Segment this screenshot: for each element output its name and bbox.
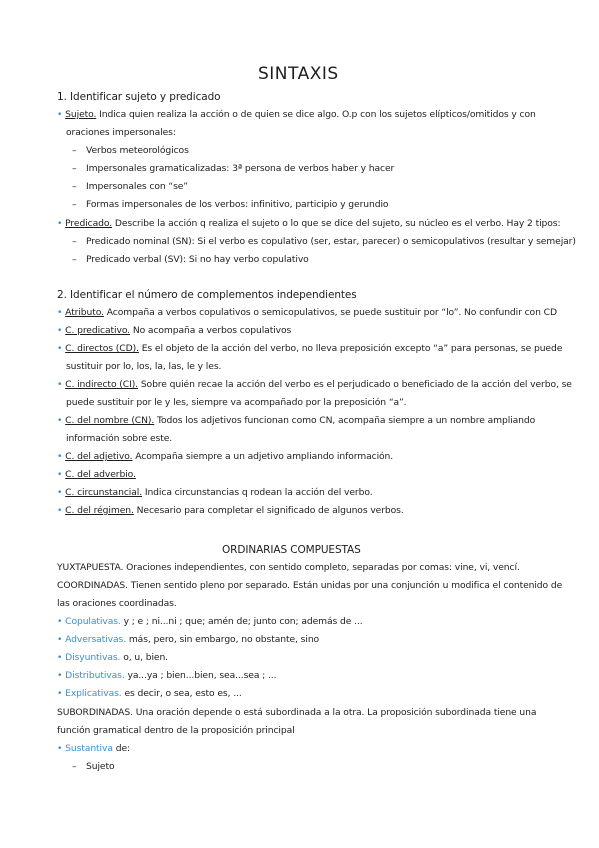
yuxtapuesta-line: YUXTAPUESTA. Oraciones independientes, con sentido completo, separadas por comas: vine, vi, vencí. bbox=[57, 562, 520, 573]
coordinada-type-term: Copulativas. bbox=[65, 616, 121, 627]
bullet: • bbox=[57, 469, 66, 480]
bullet: • bbox=[57, 688, 66, 699]
sustantiva-item: – Sujeto bbox=[72, 761, 115, 772]
bullet: • bbox=[57, 307, 66, 318]
sujeto-line-2: oraciones impersonales: bbox=[66, 127, 176, 138]
coordinada-type-term: Disyuntivas. bbox=[65, 652, 121, 663]
complement-term: C. directos (CD). bbox=[65, 343, 139, 354]
sujeto-term: Sujeto. bbox=[65, 109, 97, 120]
sujeto-desc: Indica quien realiza la acción o de quien se dice algo. O.p con los sujetos elípticos/omitidos y con bbox=[96, 109, 536, 120]
complement-entry-continued: información sobre este. bbox=[66, 433, 173, 444]
bullet: • bbox=[57, 343, 66, 354]
coordinada-type: • Explicativas. es decir, o sea, esto es, ... bbox=[57, 688, 242, 699]
complement-entry: • C. del régimen. Necesario para completar el significado de algunos verbos. bbox=[57, 505, 404, 516]
bullet: • bbox=[57, 652, 66, 663]
predicado-term: Predicado. bbox=[65, 218, 113, 229]
complement-entry: • Atributo. Acompaña a verbos copulativos o semicopulativos, se puede sustituir por “lo”. No confundir con CD bbox=[57, 307, 557, 318]
coordinada-type-term: Adversativas. bbox=[65, 634, 127, 645]
complement-entry-continued: sustituir por lo, los, la, las, le y les. bbox=[66, 361, 222, 372]
bullet: • bbox=[57, 451, 66, 462]
complement-term: C. del adverbio. bbox=[65, 469, 136, 480]
predicado-desc: Describe la acción q realiza el sujeto o lo que se dice del sujeto, su núcleo es el verbo. Hay 2 tipos: bbox=[112, 218, 561, 229]
complement-term: C. del adjetivo. bbox=[65, 451, 133, 462]
yuxtapuesta-term: YUXTAPUESTA. bbox=[57, 562, 124, 573]
subordinadas-line-2: función gramatical dentro de la proposición principal bbox=[57, 725, 295, 736]
complement-entry bbox=[57, 468, 136, 482]
subordinadas-term: SUBORDINADAS. bbox=[57, 707, 133, 718]
complement-entry: • C. del nombre (CN). Todos los adjetivos funcionan como CN, acompaña siempre a un nombre ampliando bbox=[57, 415, 536, 426]
coordinada-type: • Copulativas. y ; e ; ni...ni ; que; amén de; junto con; además de ... bbox=[57, 616, 363, 627]
bullet: • bbox=[57, 743, 63, 754]
bullet: • bbox=[57, 325, 66, 336]
section-1-heading: 1. Identificar sujeto y predicado bbox=[57, 91, 221, 103]
bullet: • bbox=[57, 634, 66, 645]
complement-term: Atributo. bbox=[65, 307, 104, 318]
sustantiva-term: Sustantiva bbox=[65, 743, 113, 754]
complement-entry: • C. indirecto (CI). Sobre quién recae la acción del verbo es el perjudicado o beneficiado de la acción del verbo, se bbox=[57, 379, 572, 390]
page-title: SINTAXIS bbox=[258, 64, 339, 84]
predicado-line-1 bbox=[57, 217, 560, 231]
sujeto-item: – Impersonales con “se” bbox=[72, 181, 188, 192]
coordinadas-term: COORDINADAS. bbox=[57, 580, 128, 591]
coordinada-type-term: Distributivas. bbox=[65, 670, 125, 681]
sujeto-item: – Impersonales gramaticalizadas: 3ª persona de verbos haber y hacer bbox=[72, 163, 395, 174]
complement-entry-continued: puede sustituir por le y les, siempre va acompañado por la preposición “a”. bbox=[66, 397, 407, 408]
predicado-item: – Predicado verbal (SV): Si no hay verbo copulativo bbox=[72, 254, 309, 265]
complement-term: C. del nombre (CN). bbox=[65, 415, 155, 426]
bullet: • bbox=[57, 670, 66, 681]
coordinada-type: • Distributivas. ya...ya ; bien...bien, sea...sea ; ... bbox=[57, 670, 277, 681]
section-2-heading: 2. Identificar el número de complementos independientes bbox=[57, 289, 357, 301]
complement-entry: • C. directos (CD). Es el objeto de la acción del verbo, no lleva preposición excepto “a” para personas, se puede bbox=[57, 343, 563, 354]
coordinada-type: • Disyuntivas. o, u, bien. bbox=[57, 652, 169, 663]
complement-entry: • C. predicativo. No acompaña a verbos copulativos bbox=[57, 325, 292, 336]
bullet: • bbox=[57, 415, 66, 426]
coordinada-type-term: Explicativas. bbox=[65, 688, 122, 699]
bullet: • bbox=[57, 505, 66, 516]
sujeto-item: – Formas impersonales de los verbos: infinitivo, participio y gerundio bbox=[72, 199, 389, 210]
complement-entry: • C. circunstancial. Indica circunstancias q rodean la acción del verbo. bbox=[57, 487, 373, 498]
complement-term: C. circunstancial. bbox=[65, 487, 143, 498]
coordinadas-line-2: las oraciones coordinadas. bbox=[57, 598, 177, 609]
predicado-item: – Predicado nominal (SN): Si el verbo es copulativo (ser, estar, parecer) o semicopulativos (resultar y semejar) bbox=[72, 236, 576, 247]
subordinadas-line-1: SUBORDINADAS. Una oración depende o está subordinada a la otra. La proposición subordinada tiene una bbox=[57, 707, 537, 718]
section-3-heading: ORDINARIAS COMPUESTAS bbox=[222, 544, 361, 556]
bullet: • bbox=[57, 487, 66, 498]
complement-term: C. del régimen. bbox=[65, 505, 134, 516]
bullet: • bbox=[57, 109, 63, 120]
complement-entry: • C. del adjetivo. Acompaña siempre a un adjetivo ampliando información. bbox=[57, 451, 394, 462]
sujeto-line-1 bbox=[57, 108, 536, 122]
complement-term: C. predicativo. bbox=[65, 325, 130, 336]
sustantiva-line: • Sustantiva de: bbox=[57, 743, 130, 754]
sujeto-item: – Verbos meteorológicos bbox=[72, 145, 189, 156]
bullet: • bbox=[57, 616, 66, 627]
coordinadas-line-1: COORDINADAS. Tienen sentido pleno por separado. Están unidas por una conjunción u modifica el contenido de bbox=[57, 580, 563, 591]
bullet: • bbox=[57, 218, 63, 229]
complement-term: C. indirecto (CI). bbox=[65, 379, 138, 390]
coordinada-type: • Adversativas. más, pero, sin embargo, no obstante, sino bbox=[57, 634, 320, 645]
bullet: • bbox=[57, 379, 66, 390]
